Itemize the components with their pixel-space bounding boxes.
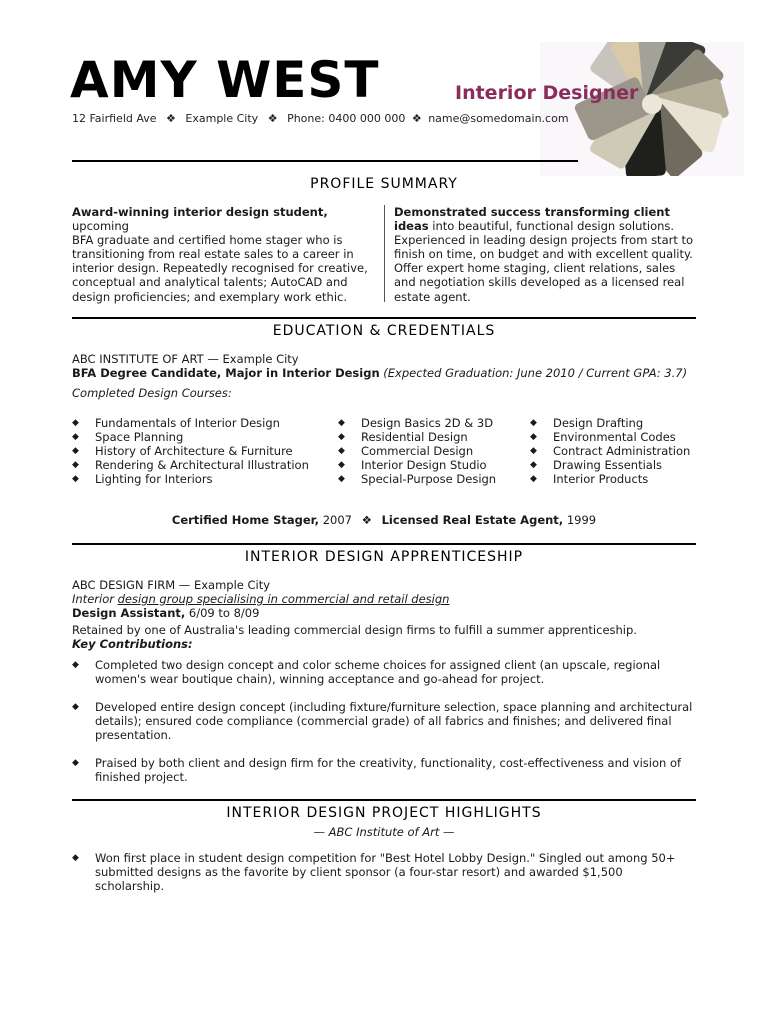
list-item: ◆ Residential Design [338, 430, 468, 444]
courses-column-3 [530, 416, 700, 486]
list-item: ◆ History of Architecture & Furniture [72, 444, 293, 458]
cert-home-stager: Certified Home Stager, [171, 513, 320, 527]
courses-column-2 [338, 416, 523, 486]
bullet-icon: ◆ [72, 432, 79, 442]
job-title: Interior Designer [455, 82, 639, 104]
list-item: ◆ Space Planning [72, 430, 184, 444]
list-item: ◆ Won first place in student design competition for "Best Hotel Lobby Design." Singled out among 50+ submitted designs as the favorite by client sponsor (a four-star resort) and awarded $1,500 scholarship. [72, 851, 676, 893]
courses-label: Completed Design Courses: [72, 386, 232, 400]
list-item: ◆ Special-Purpose Design [338, 472, 497, 486]
address: 12 Fairfield Ave [72, 112, 157, 125]
education-block [72, 352, 702, 400]
courses-column-1 [72, 416, 332, 486]
bullet-icon: ◆ [338, 418, 345, 428]
list-item: ◆ Contract Administration [530, 444, 691, 458]
fabric-swatches-image [540, 42, 744, 176]
key-contributions-label: Key Contributions: [72, 637, 193, 651]
separator-icon: ❖ [411, 112, 422, 125]
list-item: ◆ Environmental Codes [530, 430, 676, 444]
bullet-icon: ◆ [72, 418, 79, 428]
list-item: ◆ Praised by both client and design firm for the creativity, functionality, cost-effectiveness and vision of finished project. [72, 756, 682, 784]
bullet-icon: ◆ [338, 446, 345, 456]
firm-name: ABC DESIGN FIRM — Example City [72, 578, 271, 592]
list-item: ◆ Developed entire design concept (including fixture/furniture selection, space planning and architectural details); ensured code compliance (commercial grade) of all fabrics and finishes; and delivered final presentation. [72, 700, 693, 742]
profile-right-lead: Demonstrated success transforming client ideas [394, 205, 670, 234]
list-item: ◆ Fundamentals of Interior Design [72, 416, 280, 430]
bullet-icon: ◆ [72, 460, 79, 470]
candidate-name: AMY WEST [70, 51, 380, 109]
bullet-icon: ◆ [72, 474, 79, 484]
contributions-list [72, 658, 698, 784]
bullet-icon: ◆ [72, 702, 79, 712]
list-item: ◆ Interior Products [530, 472, 649, 486]
profile-summary-heading: PROFILE SUMMARY [310, 176, 458, 192]
position-dates: 6/09 to 8/09 [185, 606, 260, 620]
firm-description: design group specialising in commercial and retail design [117, 592, 450, 606]
section-rule [72, 543, 696, 545]
degree-note: (Expected Graduation: June 2010 / Current GPA: 3.7) [379, 366, 688, 380]
separator-icon: ❖ [267, 112, 278, 125]
email: name@somedomain.com [428, 112, 569, 125]
bullet-icon: ◆ [338, 474, 345, 484]
bullet-icon: ◆ [72, 853, 79, 863]
cert-home-stager-year: 2007 [319, 513, 352, 527]
projects-list [72, 851, 682, 893]
bullet-icon: ◆ [338, 460, 345, 470]
profile-left-lead: Award-winning interior design student, [72, 205, 328, 219]
list-item: ◆ Drawing Essentials [530, 458, 663, 472]
list-item: ◆ Interior Design Studio [338, 458, 487, 472]
separator-icon: ❖ [166, 112, 176, 125]
bullet-icon: ◆ [530, 460, 537, 470]
bullet-icon: ◆ [72, 446, 79, 456]
profile-right-column [394, 205, 699, 304]
phone: Phone: 0400 000 000 [287, 112, 406, 125]
separator-icon: ❖ [361, 513, 372, 527]
profile-left-column [72, 205, 377, 304]
header-rule [72, 160, 578, 162]
cert-real-estate: Licensed Real Estate Agent, [381, 513, 564, 527]
bullet-icon: ◆ [530, 446, 537, 456]
bullet-icon: ◆ [338, 432, 345, 442]
section-rule [72, 317, 696, 319]
apprenticeship-block [72, 578, 702, 651]
apprenticeship-summary: Retained by one of Australia's leading commercial design firms to fulfill a summer apprenticeship. [72, 623, 637, 637]
contact-line [72, 112, 569, 125]
degree: BFA Degree Candidate, Major in Interior Design [72, 366, 380, 380]
bullet-icon: ◆ [72, 660, 79, 670]
profile-left-text-1: upcoming [72, 219, 129, 234]
cert-real-estate-year: 1999 [563, 513, 597, 527]
certifications-line [72, 513, 696, 527]
projects-subheading: — ABC Institute of Art — [313, 825, 455, 839]
profile-right-text: into beautiful, functional design solutions. Experienced in leading design projects from start to finish on time, on budget and with excellent quality. Offer expert home staging, client relations, sales and negotiation skills developed as a licensed real estate agent. [394, 219, 694, 304]
profile-left-text-2: BFA graduate and certified home stager who is transitioning from real estate sales to a career in interior design. Repeatedly recognised for creative, conceptual and analytical talents; AutoCAD and design proficiencies; and exemplary work ethic. [72, 233, 368, 304]
position-title: Design Assistant, [72, 606, 186, 620]
list-item: ◆ Design Drafting [530, 416, 644, 430]
bullet-icon: ◆ [530, 474, 537, 484]
education-heading: EDUCATION & CREDENTIALS [272, 323, 496, 339]
section-rule [72, 799, 696, 801]
list-item: ◆ Lighting for Interiors [72, 472, 213, 486]
list-item: ◆ Commercial Design [338, 444, 474, 458]
bullet-icon: ◆ [530, 432, 537, 442]
bullet-icon: ◆ [530, 418, 537, 428]
projects-heading: INTERIOR DESIGN PROJECT HIGHLIGHTS [226, 805, 542, 821]
school-name: ABC INSTITUTE OF ART — Example City [72, 352, 299, 366]
list-item: ◆ Completed two design concept and color scheme choices for assigned client (an upscale, regional women's wear boutique chain), winning acceptance and go-ahead for project. [72, 658, 661, 686]
list-item: ◆ Rendering & Architectural Illustration [72, 458, 309, 472]
firm-description-prefix: Interior [72, 592, 118, 606]
list-item: ◆ Design Basics 2D & 3D [338, 416, 494, 430]
apprenticeship-heading: INTERIOR DESIGN APPRENTICESHIP [244, 549, 524, 565]
column-divider [384, 205, 385, 302]
city: Example City [185, 112, 259, 125]
bullet-icon: ◆ [72, 758, 79, 768]
